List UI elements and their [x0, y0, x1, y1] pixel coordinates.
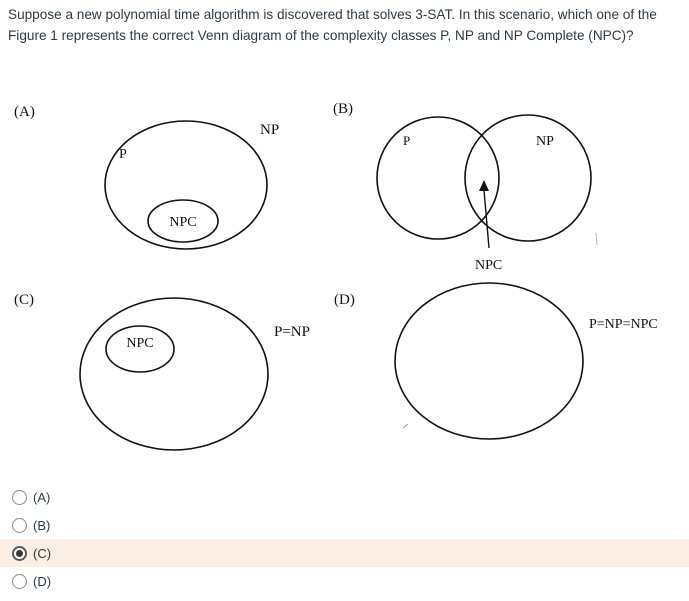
option-c-radio[interactable] [12, 546, 27, 561]
diagram-a [14, 104, 279, 249]
option-d-radio[interactable] [12, 574, 27, 589]
diagram-b-stray-mark [596, 233, 597, 245]
option-a-label: (A) [33, 489, 51, 505]
diagram-c [14, 292, 310, 450]
diagram-b-npc-label: NPC [475, 258, 503, 273]
diagram-b-npc-arrow [484, 190, 489, 248]
option-c[interactable] [0, 539, 689, 567]
diagram-c-tag: (C) [14, 292, 34, 308]
option-d-label: (D) [33, 573, 52, 589]
diagram-a-p-label: P [119, 147, 127, 162]
option-b[interactable] [0, 511, 689, 539]
diagram-b [333, 101, 597, 273]
diagram-b-p-label: P [403, 133, 411, 148]
diagram-d-pnpnpc-label: P=NP=NPC [589, 317, 658, 332]
diagram-c-pnp-ellipse [80, 298, 268, 450]
diagram-b-np-label: NP [536, 134, 554, 149]
diagram-c-npc-label: NPC [126, 336, 154, 351]
diagram-d-pnpnpc-ellipse [395, 283, 583, 439]
diagram-d-stray-mark [403, 424, 408, 428]
option-b-label: (B) [33, 517, 51, 533]
option-a-radio[interactable] [12, 490, 27, 505]
diagram-b-np-circle [465, 115, 591, 241]
option-b-radio[interactable] [12, 518, 27, 533]
diagram-b-arrowhead [479, 180, 489, 191]
question-text: Suppose a new polynomial time algorithm is discovered that solves 3-SAT. In this scenario, which one of the Figure 1 represents the correct Venn diagram of the complexity classes P, NP and NP Complete (NPC)? [8, 7, 657, 43]
option-a[interactable] [0, 483, 689, 511]
diagram-a-npc-label: NPC [169, 215, 197, 230]
option-d[interactable] [0, 567, 689, 595]
diagram-b-tag: (B) [333, 101, 353, 117]
diagram-c-pnp-label: P=NP [274, 324, 310, 340]
option-c-label: (C) [33, 545, 52, 561]
diagram-a-np-label: NP [260, 122, 280, 138]
answer-options [0, 483, 689, 595]
diagram-a-tag: (A) [14, 104, 35, 120]
diagram-d-tag: (D) [334, 292, 355, 308]
diagram-d [334, 283, 658, 439]
